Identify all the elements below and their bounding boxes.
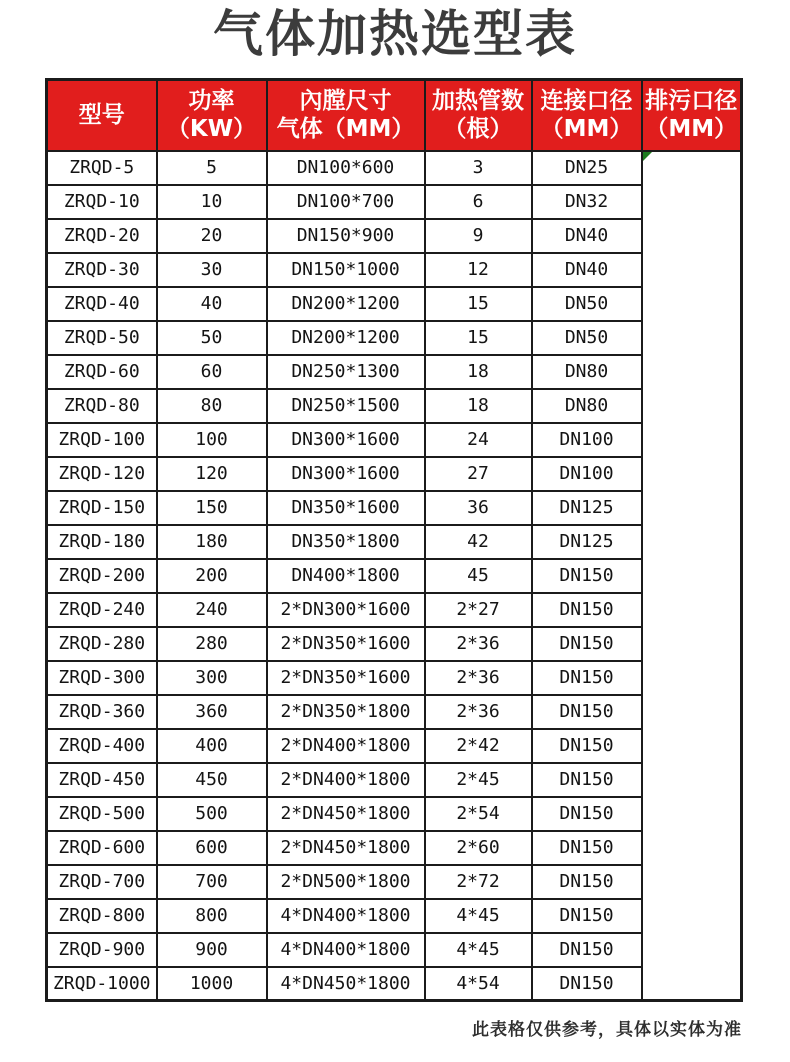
cell-model: ZRQD-10 — [47, 185, 157, 219]
cell-model: ZRQD-280 — [47, 627, 157, 661]
cell-tubes: 45 — [425, 559, 532, 593]
table-row — [47, 219, 742, 253]
table-body — [47, 151, 742, 1001]
table-row — [47, 457, 742, 491]
cell-model: ZRQD-500 — [47, 797, 157, 831]
cell-chamber: 2*DN500*1800 — [267, 865, 425, 899]
table-row — [47, 797, 742, 831]
cell-power: 600 — [157, 831, 267, 865]
cell-power: 300 — [157, 661, 267, 695]
cell-connection: DN150 — [532, 559, 642, 593]
cell-tubes: 2*54 — [425, 797, 532, 831]
cell-chamber: 4*DN400*1800 — [267, 899, 425, 933]
cell-model: ZRQD-80 — [47, 389, 157, 423]
cell-connection: DN40 — [532, 219, 642, 253]
table-row — [47, 627, 742, 661]
cell-tubes: 15 — [425, 321, 532, 355]
table-row — [47, 661, 742, 695]
table-row — [47, 967, 742, 1001]
cell-connection: DN150 — [532, 899, 642, 933]
cell-power: 100 — [157, 423, 267, 457]
table-row — [47, 525, 742, 559]
cell-tubes: 2*36 — [425, 661, 532, 695]
cell-chamber: 2*DN350*1600 — [267, 627, 425, 661]
cell-model: ZRQD-360 — [47, 695, 157, 729]
cell-connection: DN150 — [532, 831, 642, 865]
cell-connection: DN150 — [532, 593, 642, 627]
footnote: 此表格仅供参考，具体以实体为准 — [472, 1020, 742, 1040]
cell-error-marker-icon — [643, 152, 652, 161]
cell-model: ZRQD-100 — [47, 423, 157, 457]
cell-tubes: 12 — [425, 253, 532, 287]
cell-connection: DN150 — [532, 627, 642, 661]
cell-tubes: 2*72 — [425, 865, 532, 899]
cell-model: ZRQD-60 — [47, 355, 157, 389]
cell-power: 400 — [157, 729, 267, 763]
cell-model: ZRQD-800 — [47, 899, 157, 933]
cell-model: ZRQD-450 — [47, 763, 157, 797]
cell-connection: DN150 — [532, 933, 642, 967]
cell-model: ZRQD-20 — [47, 219, 157, 253]
cell-model: ZRQD-5 — [47, 151, 157, 185]
cell-tubes: 6 — [425, 185, 532, 219]
cell-model: ZRQD-240 — [47, 593, 157, 627]
cell-power: 60 — [157, 355, 267, 389]
table-row — [47, 729, 742, 763]
cell-chamber: DN100*700 — [267, 185, 425, 219]
table-row — [47, 559, 742, 593]
cell-model: ZRQD-120 — [47, 457, 157, 491]
cell-power: 500 — [157, 797, 267, 831]
cell-power: 5 — [157, 151, 267, 185]
cell-tubes: 18 — [425, 355, 532, 389]
column-header-connection: 连接口径 （MM） — [532, 80, 642, 151]
cell-chamber: 2*DN350*1800 — [267, 695, 425, 729]
column-header-chamber: 內膛尺寸 气体（MM） — [267, 80, 425, 151]
cell-model: ZRQD-300 — [47, 661, 157, 695]
cell-model: ZRQD-200 — [47, 559, 157, 593]
cell-connection: DN150 — [532, 865, 642, 899]
cell-power: 450 — [157, 763, 267, 797]
cell-tubes: 2*27 — [425, 593, 532, 627]
cell-tubes: 36 — [425, 491, 532, 525]
table-header — [47, 80, 742, 151]
page-title: 气体加热选型表 — [213, 5, 577, 63]
cell-chamber: DN150*900 — [267, 219, 425, 253]
cell-model: ZRQD-30 — [47, 253, 157, 287]
cell-chamber: 2*DN400*1800 — [267, 763, 425, 797]
cell-chamber: DN400*1800 — [267, 559, 425, 593]
cell-tubes: 3 — [425, 151, 532, 185]
table-row — [47, 321, 742, 355]
cell-model: ZRQD-700 — [47, 865, 157, 899]
cell-model: ZRQD-1000 — [47, 967, 157, 1001]
cell-connection: DN25 — [532, 151, 642, 185]
column-header-power: 功率 （KW） — [157, 80, 267, 151]
cell-connection: DN50 — [532, 321, 642, 355]
cell-tubes: 4*54 — [425, 967, 532, 1001]
cell-model: ZRQD-900 — [47, 933, 157, 967]
table-row — [47, 389, 742, 423]
cell-connection: DN125 — [532, 491, 642, 525]
cell-chamber: 2*DN450*1800 — [267, 831, 425, 865]
cell-tubes: 9 — [425, 219, 532, 253]
cell-connection: DN125 — [532, 525, 642, 559]
cell-power: 200 — [157, 559, 267, 593]
cell-connection: DN100 — [532, 457, 642, 491]
cell-tubes: 15 — [425, 287, 532, 321]
table-row — [47, 593, 742, 627]
cell-chamber: 2*DN350*1600 — [267, 661, 425, 695]
cell-power: 800 — [157, 899, 267, 933]
cell-power: 10 — [157, 185, 267, 219]
cell-chamber: DN300*1600 — [267, 457, 425, 491]
cell-chamber: DN150*1000 — [267, 253, 425, 287]
table-row — [47, 933, 742, 967]
cell-tubes: 18 — [425, 389, 532, 423]
cell-connection: DN32 — [532, 185, 642, 219]
column-header-model: 型号 — [47, 80, 157, 151]
cell-tubes: 27 — [425, 457, 532, 491]
table-row — [47, 253, 742, 287]
table-row — [47, 899, 742, 933]
cell-power: 80 — [157, 389, 267, 423]
cell-power: 1000 — [157, 967, 267, 1001]
cell-chamber: 4*DN400*1800 — [267, 933, 425, 967]
cell-connection: DN150 — [532, 661, 642, 695]
cell-tubes: 2*45 — [425, 763, 532, 797]
table-row — [47, 491, 742, 525]
cell-power: 120 — [157, 457, 267, 491]
selection-table — [45, 78, 743, 1002]
cell-chamber: 4*DN450*1800 — [267, 967, 425, 1001]
cell-tubes: 42 — [425, 525, 532, 559]
table-row — [47, 865, 742, 899]
table-row — [47, 423, 742, 457]
table-row — [47, 151, 742, 185]
header-row — [47, 80, 742, 151]
cell-connection: DN150 — [532, 729, 642, 763]
table-row — [47, 763, 742, 797]
cell-connection: DN150 — [532, 797, 642, 831]
cell-connection: DN80 — [532, 389, 642, 423]
cell-model: ZRQD-50 — [47, 321, 157, 355]
cell-tubes: 2*36 — [425, 695, 532, 729]
cell-chamber: 2*DN400*1800 — [267, 729, 425, 763]
table-row — [47, 695, 742, 729]
cell-power: 50 — [157, 321, 267, 355]
cell-model: ZRQD-600 — [47, 831, 157, 865]
cell-connection: DN150 — [532, 695, 642, 729]
cell-tubes: 2*36 — [425, 627, 532, 661]
column-header-tubes: 加热管数 （根） — [425, 80, 532, 151]
cell-connection: DN50 — [532, 287, 642, 321]
cell-chamber: 2*DN450*1800 — [267, 797, 425, 831]
cell-power: 360 — [157, 695, 267, 729]
cell-chamber: DN200*1200 — [267, 321, 425, 355]
cell-chamber: DN350*1600 — [267, 491, 425, 525]
cell-power: 40 — [157, 287, 267, 321]
cell-chamber: DN100*600 — [267, 151, 425, 185]
cell-chamber: DN200*1200 — [267, 287, 425, 321]
cell-power: 180 — [157, 525, 267, 559]
cell-power: 900 — [157, 933, 267, 967]
cell-power: 20 — [157, 219, 267, 253]
cell-power: 280 — [157, 627, 267, 661]
cell-chamber: DN250*1300 — [267, 355, 425, 389]
table-row — [47, 287, 742, 321]
cell-tubes: 2*42 — [425, 729, 532, 763]
cell-drain-merged — [642, 151, 742, 1001]
cell-tubes: 4*45 — [425, 899, 532, 933]
cell-power: 30 — [157, 253, 267, 287]
cell-connection: DN80 — [532, 355, 642, 389]
table-row — [47, 355, 742, 389]
cell-power: 240 — [157, 593, 267, 627]
cell-model: ZRQD-150 — [47, 491, 157, 525]
cell-tubes: 4*45 — [425, 933, 532, 967]
cell-model: ZRQD-40 — [47, 287, 157, 321]
cell-chamber: DN350*1800 — [267, 525, 425, 559]
cell-connection: DN150 — [532, 763, 642, 797]
cell-chamber: 2*DN300*1600 — [267, 593, 425, 627]
cell-connection: DN100 — [532, 423, 642, 457]
cell-power: 700 — [157, 865, 267, 899]
cell-chamber: DN300*1600 — [267, 423, 425, 457]
cell-model: ZRQD-400 — [47, 729, 157, 763]
cell-connection: DN40 — [532, 253, 642, 287]
column-header-drain: 排污口径 （MM） — [642, 80, 742, 151]
table-row — [47, 185, 742, 219]
cell-power: 150 — [157, 491, 267, 525]
table-row — [47, 831, 742, 865]
cell-chamber: DN250*1500 — [267, 389, 425, 423]
cell-connection: DN150 — [532, 967, 642, 1001]
cell-model: ZRQD-180 — [47, 525, 157, 559]
cell-tubes: 24 — [425, 423, 532, 457]
cell-tubes: 2*60 — [425, 831, 532, 865]
